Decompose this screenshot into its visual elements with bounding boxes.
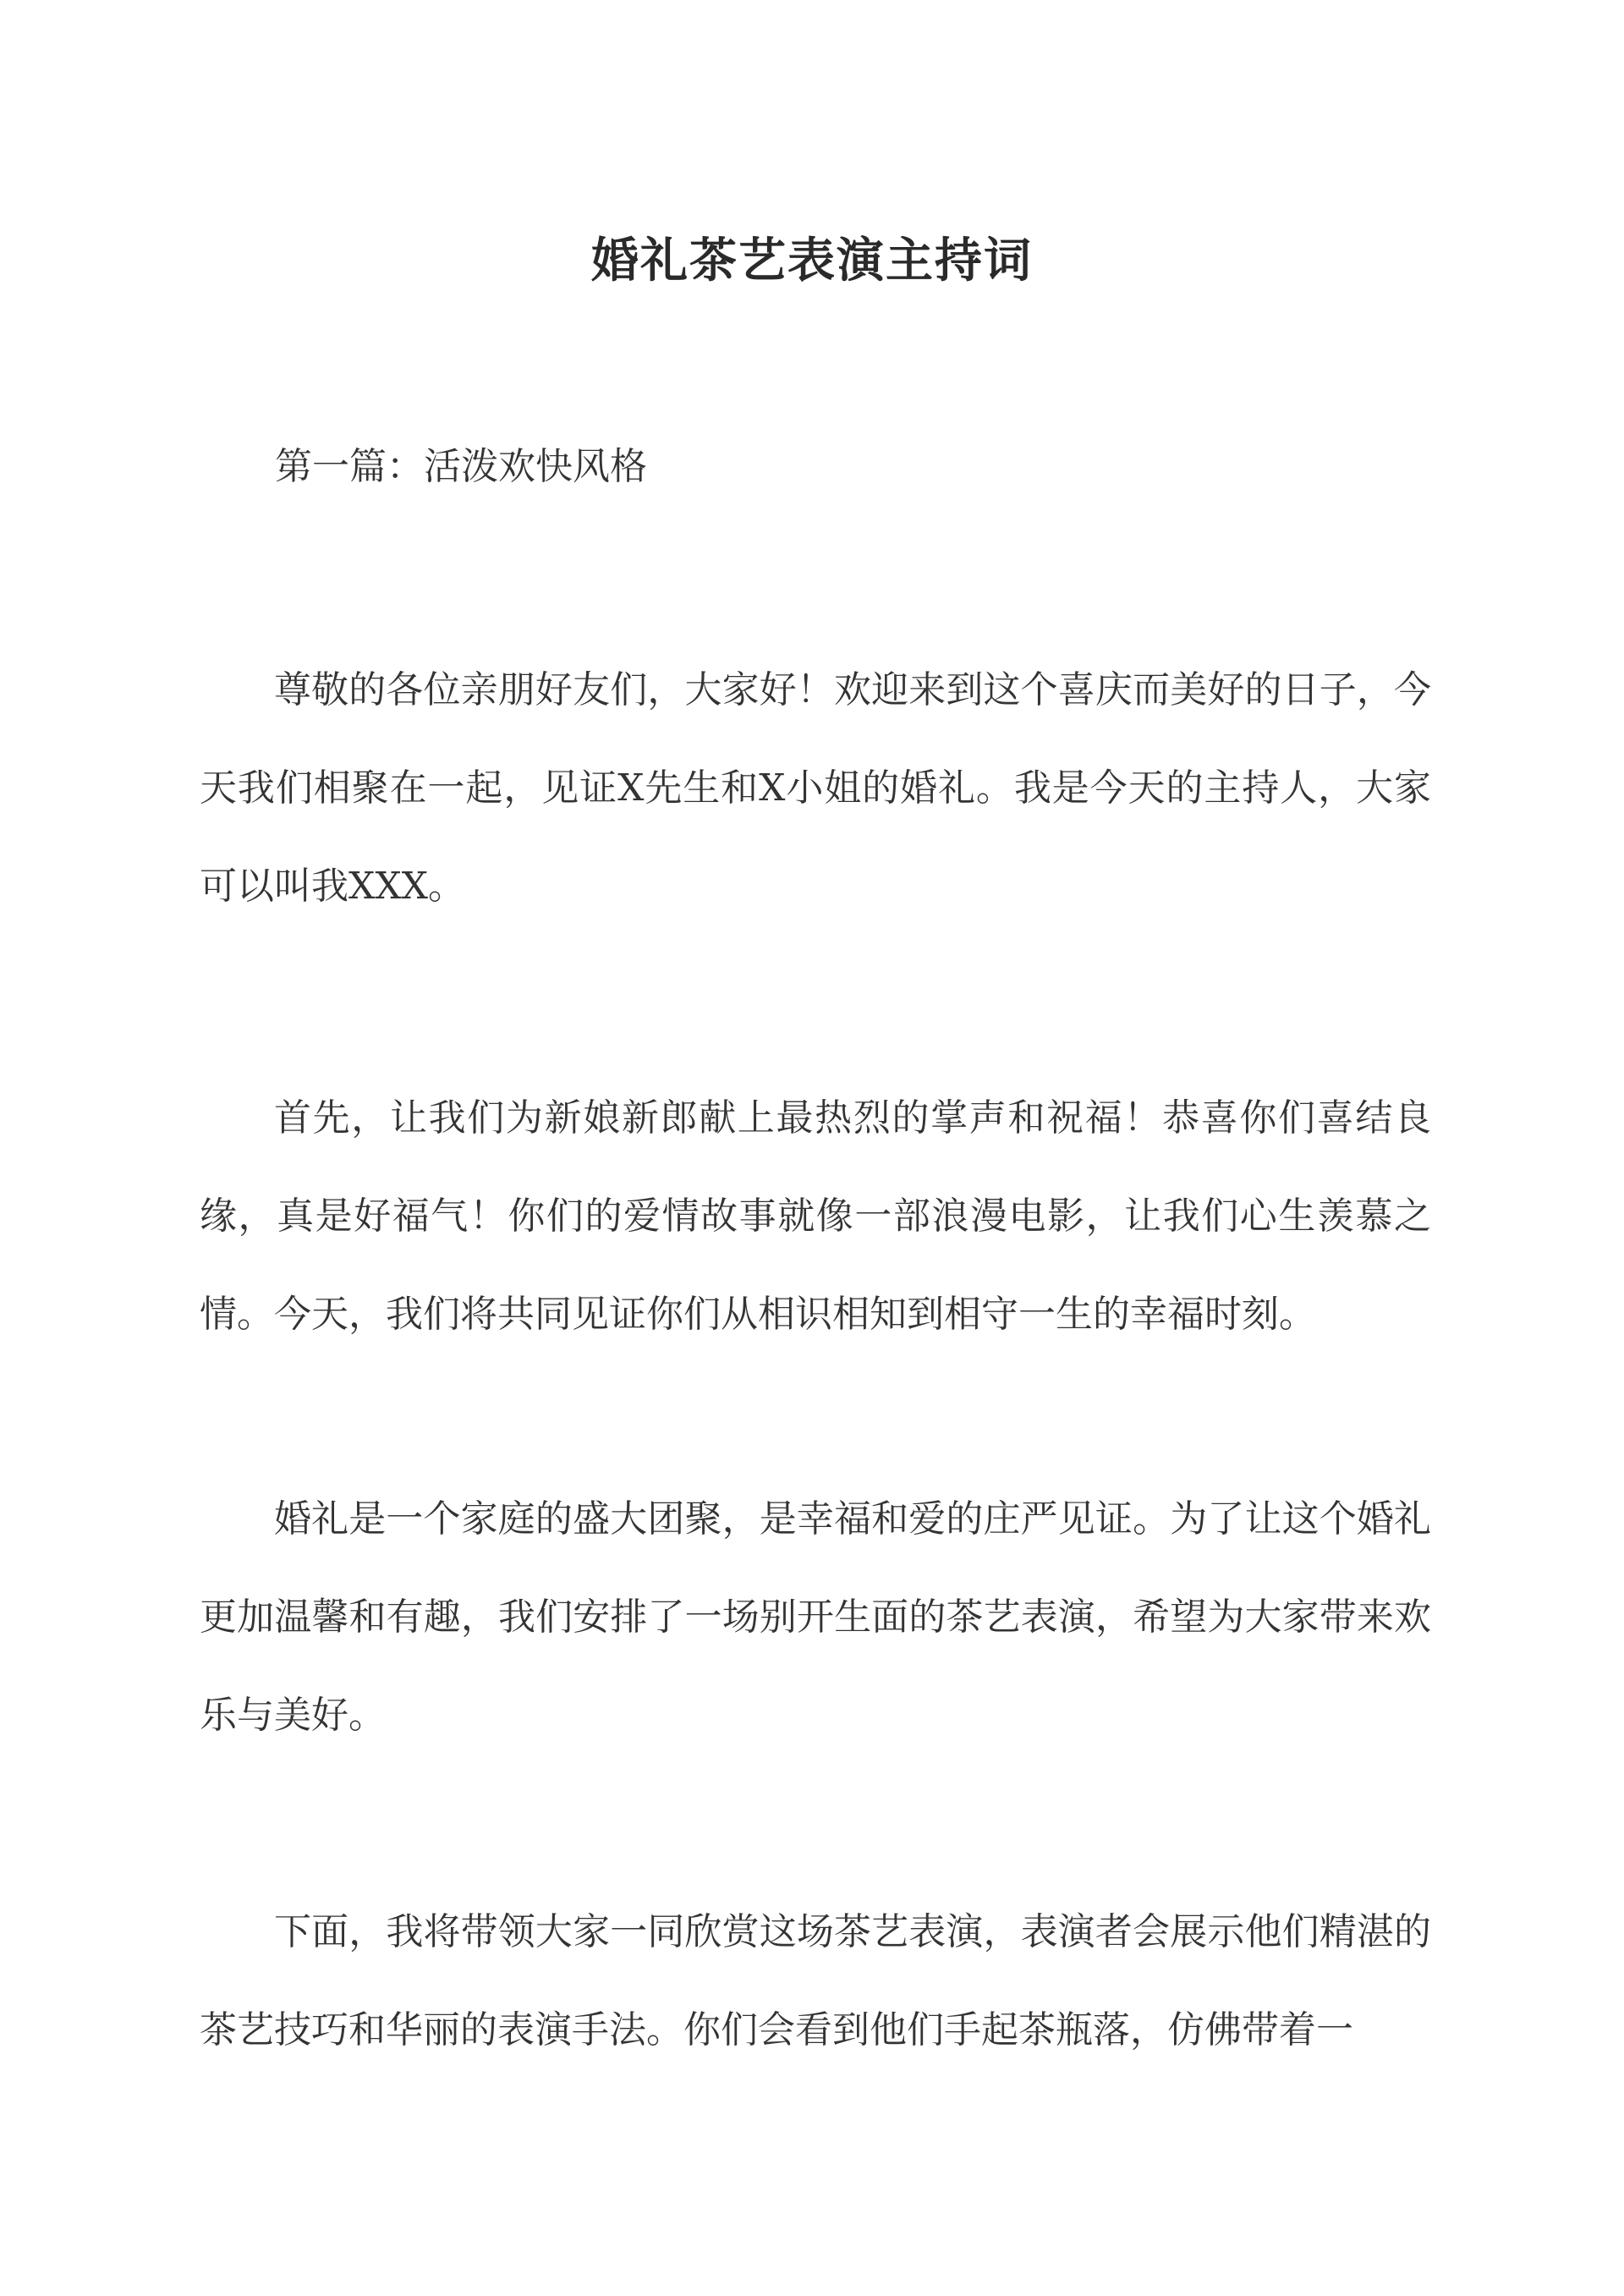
paragraph-blessing: 首先，让我们为新娘新郎献上最热烈的掌声和祝福！恭喜你们喜结良缘，真是好福气！你们的爱情故事就像一部浪漫电影，让我们心生羡慕之情。今天，我们将共同见证你们从相识相知到相守一生的幸福时刻。 xyxy=(200,1096,1431,1336)
document-title: 婚礼茶艺表演主持词 xyxy=(591,232,1033,288)
section-heading: 第一篇：活泼欢快风格 xyxy=(275,445,647,488)
paragraph-welcome: 尊敬的各位亲朋好友们，大家好！欢迎来到这个喜庆而美好的日子，今天我们相聚在一起，见证X先生和X小姐的婚礼。我是今天的主持人，大家可以叫我XXX。 xyxy=(200,668,1431,908)
paragraph-tea-performance-intro: 婚礼是一个家庭的盛大团聚，是幸福和爱的庄严见证。为了让这个婚礼更加温馨和有趣，我们安排了一场别开生面的茶艺表演，希望为大家带来欢乐与美好。 xyxy=(200,1497,1431,1737)
paragraph-tea-performance-details: 下面，我将带领大家一同欣赏这场茶艺表演，表演者会展示他们精湛的茶艺技巧和华丽的表演手法。你们会看到他们手起茶瓶落，仿佛带着一 xyxy=(200,1910,1431,2052)
